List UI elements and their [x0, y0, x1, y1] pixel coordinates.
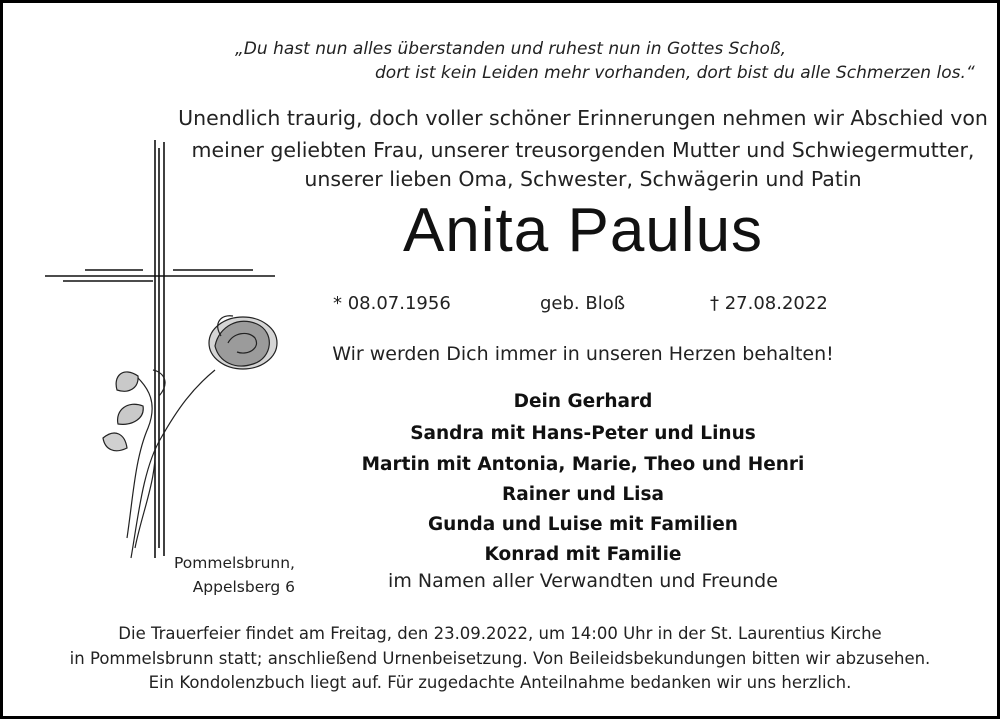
intro-line-2: meiner geliebten Frau, unserer treusorgenden Mutter und Schwiegermutter,: [191, 138, 975, 162]
motto-line-2: dort ist kein Leiden mehr vorhanden, dort bist du alle Schmerzen los.“: [375, 63, 975, 83]
death-date: † 27.08.2022: [710, 293, 828, 314]
mourner-line: Sandra mit Hans-Peter und Linus: [410, 423, 756, 444]
intro-line-3: unserer lieben Oma, Schwester, Schwägerin und Patin: [304, 167, 862, 191]
mourner-line: Konrad mit Familie: [484, 544, 682, 565]
deceased-name: Anita Paulus: [402, 196, 764, 265]
motto-line-1: „Du hast nun alles überstanden und ruhest nun in Gottes Schoß,: [235, 39, 787, 59]
address-line-1: Pommelsbrunn,: [173, 554, 295, 572]
address-line-2: Appelsberg 6: [192, 578, 295, 596]
maiden-name: geb. Bloß: [540, 293, 626, 314]
intro-line-1: Unendlich traurig, doch voller schöner Erinnerungen nehmen wir Abschied von: [178, 106, 988, 130]
funeral-info-line-1: Die Trauerfeier findet am Freitag, den 23.09.2022, um 14:00 Uhr in der St. Laurentius Kirche: [118, 624, 882, 643]
mourner-line: Martin mit Antonia, Marie, Theo und Henri: [361, 454, 805, 475]
on-behalf-line: im Namen aller Verwandten und Freunde: [388, 570, 778, 592]
mourner-line: Dein Gerhard: [513, 391, 653, 412]
birth-date: * 08.07.1956: [333, 293, 451, 314]
mourner-line: Rainer und Lisa: [501, 484, 664, 505]
funeral-info-line-2: in Pommelsbrunn statt; anschließend Urnenbeisetzung. Von Beileidsbekundungen bitten wir abzusehen.: [69, 649, 931, 668]
memory-line: Wir werden Dich immer in unseren Herzen behalten!: [332, 343, 834, 365]
funeral-info-line-3: Ein Kondolenzbuch liegt auf. Für zugedachte Anteilnahme bedanken wir uns herzlich.: [148, 673, 852, 692]
mourner-line: Gunda und Luise mit Familien: [428, 514, 738, 535]
